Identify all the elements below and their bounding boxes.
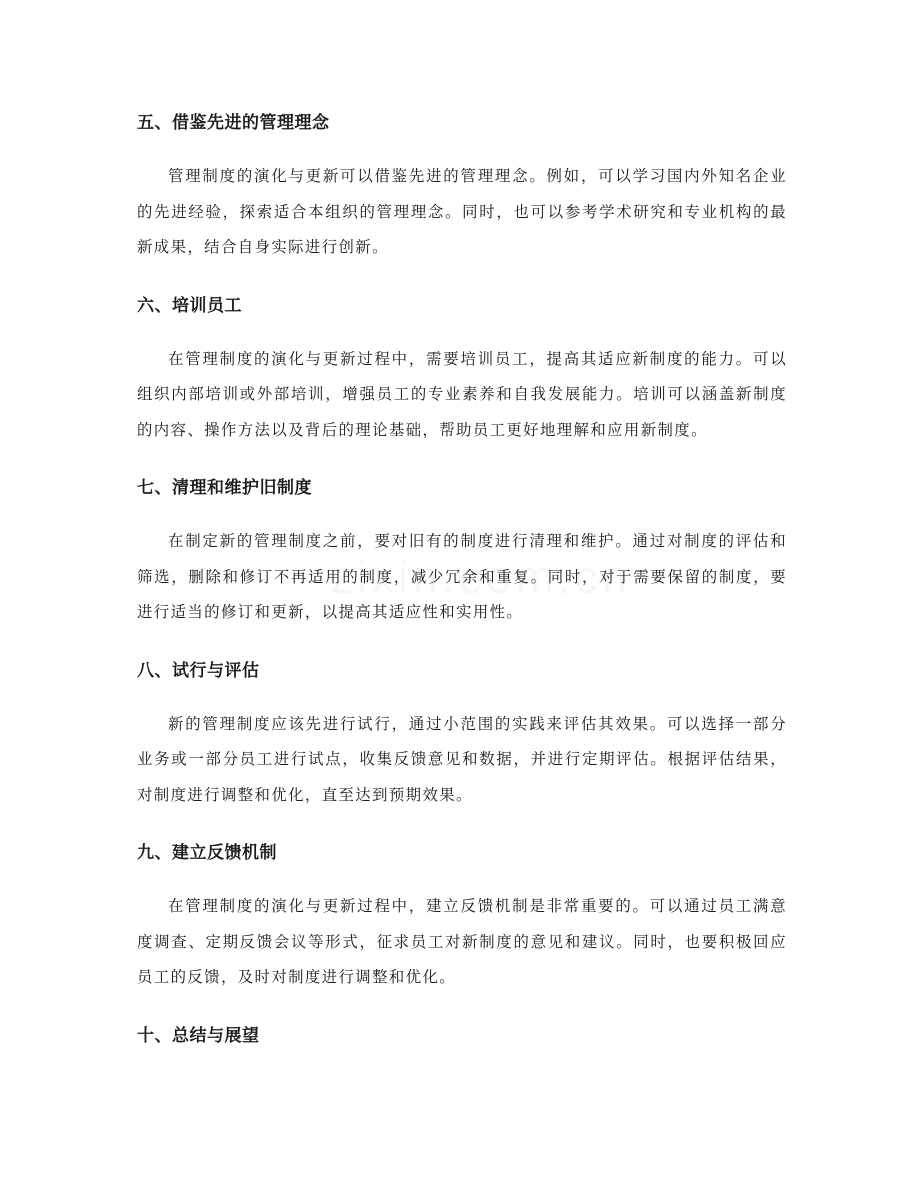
section-heading: 六、培训员工 xyxy=(137,295,242,316)
section-7 xyxy=(137,468,787,631)
section-6 xyxy=(137,286,787,449)
section-9 xyxy=(137,833,787,996)
section-10 xyxy=(137,1016,787,1056)
section-heading: 九、建立反馈机制 xyxy=(137,843,277,863)
section-paragraph: 在制定新的管理制度之前，要对旧有的制度进行清理和维护。通过对制度的评估和筛选，删除和修订不再适用的制度，减少冗余和重复。同时，对于需要保留的制度，要进行适当的修订和更新，以提高其适应性和实用性。 xyxy=(137,532,787,621)
section-paragraph: 新的管理制度应该先进行试行，通过小范围的实践来评估其效果。可以选择一部分业务或一部分员工进行试点，收集反馈意见和数据，并进行定期评估。根据评估结果，对制度进行调整和优化，直至达到预期效果。 xyxy=(137,714,787,804)
document-body xyxy=(137,103,787,1072)
section-heading: 七、清理和维护旧制度 xyxy=(137,478,312,498)
section-paragraph: 在管理制度的演化与更新过程中，需要培训员工，提高其适应新制度的能力。可以组织内部培训或外部培训，增强员工的专业素养和自我发展能力。培训可以涵盖新制度的内容、操作方法以及背后的理论基础，帮助员工更好地理解和应用新制度。 xyxy=(137,349,787,439)
section-heading: 十、总结与展望 xyxy=(137,1025,260,1046)
section-paragraph: 在管理制度的演化与更新过程中，建立反馈机制是非常重要的。可以通过员工满意度调查、定期反馈会议等形式，征求员工对新制度的意见和建议。同时，也要积极回应员工的反馈，及时对制度进行调整和优化。 xyxy=(137,897,787,986)
section-heading: 八、试行与评估 xyxy=(137,660,260,681)
section-8 xyxy=(137,651,787,814)
section-5 xyxy=(137,103,787,266)
section-paragraph: 管理制度的演化与更新可以借鉴先进的管理理念。例如，可以学习国内外知名企业的先进经验，探索适合本组织的管理理念。同时，也可以参考学术研究和专业机构的最新成果，结合自身实际进行创新。 xyxy=(137,167,787,256)
section-heading: 五、借鉴先进的管理理念 xyxy=(137,113,330,133)
